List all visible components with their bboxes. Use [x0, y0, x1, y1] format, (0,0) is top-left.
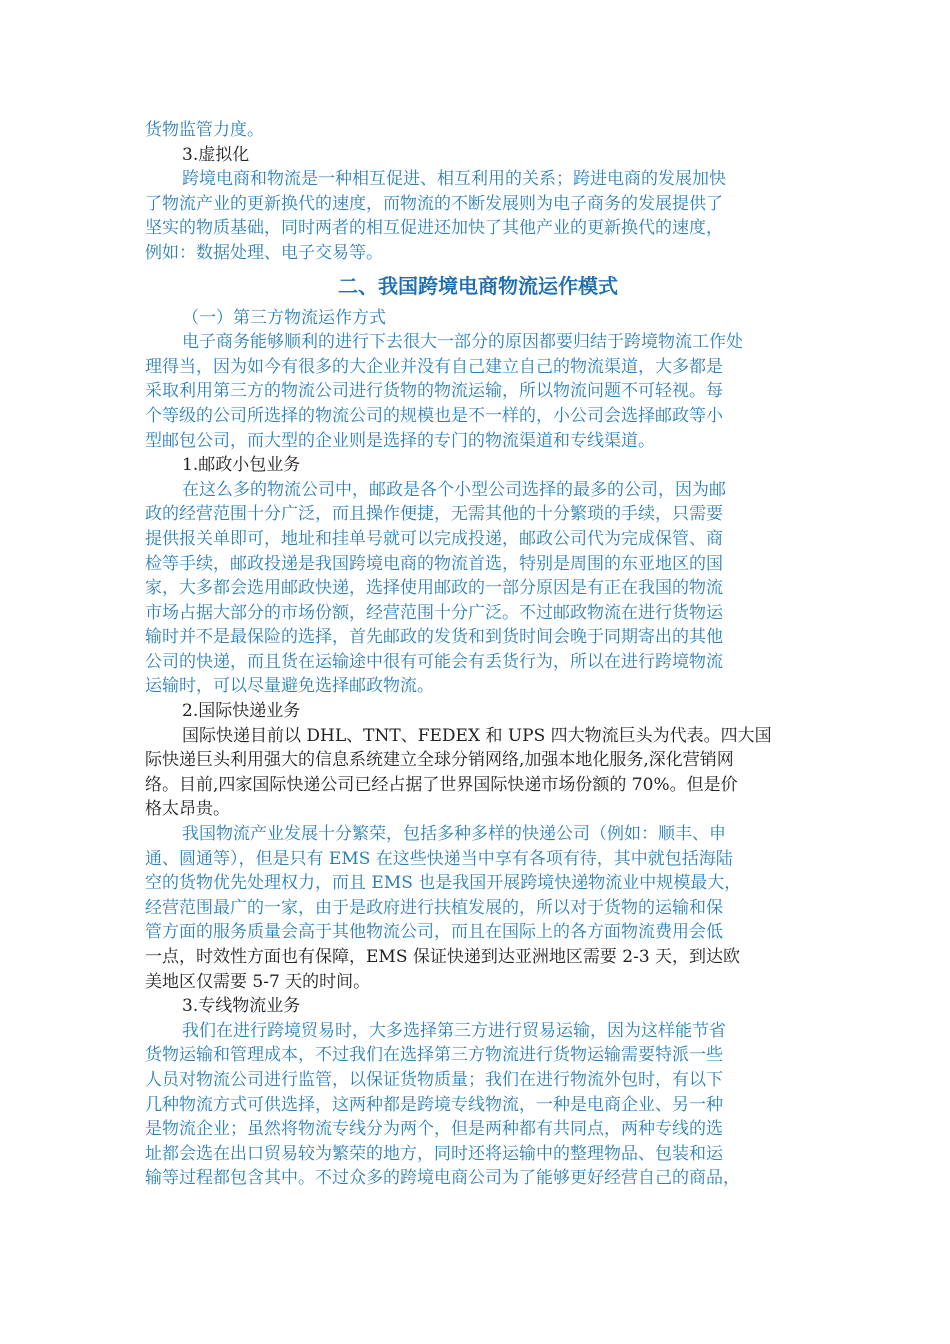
text-line: 通、圆通等），但是只有 EMS 在这些快递当中享有各项有待，其中就包括海陆 — [145, 848, 733, 869]
text-line: 例如：数据处理、电子交易等。 — [145, 242, 383, 263]
text-line: 检等手续，邮政投递是我国跨境电商的物流首选，特别是周围的东亚地区的国 — [145, 553, 723, 574]
text-line: 公司的快递，而且货在运输途中很有可能会有丢货行为，所以在进行跨境物流 — [145, 651, 723, 672]
text-line: 我们在进行跨境贸易时，大多选择第三方进行贸易运输，因为这样能节省 — [182, 1020, 726, 1041]
text-line: 坚实的物质基础，同时两者的相互促进还加快了其他产业的更新换代的速度， — [145, 218, 723, 239]
text-line: 型邮包公司，而大型的企业则是选择的专门的物流渠道和专线渠道。 — [145, 430, 655, 451]
text-line: 2.国际快递业务 — [182, 701, 301, 722]
text-line: 运输时，可以尽量避免选择邮政物流。 — [145, 676, 434, 697]
text-line: 格太昂贵。 — [145, 799, 230, 820]
text-line: 3.专线物流业务 — [182, 996, 301, 1017]
text-line: 市场占据大部分的市场份额，经营范围十分广泛。不过邮政物流在进行货物运 — [145, 602, 723, 623]
text-line: 个等级的公司所选择的物流公司的规模也是不一样的，小公司会选择邮政等小 — [145, 405, 723, 426]
text-line: 几种物流方式可供选择，这两种都是跨境专线物流，一种是电商企业、另一种 — [145, 1094, 723, 1115]
text-line: 货物监管力度。 — [145, 120, 264, 140]
text-line: 经营范围最广的一家，由于是政府进行扶植发展的，所以对于货物的运输和保 — [145, 897, 723, 918]
text-line: 国际快递目前以 DHL、TNT、FEDEX 和 UPS 四大物流巨头为代表。四大国 — [182, 725, 772, 746]
document-body — [145, 118, 811, 1191]
text-line: 美地区仅需要 5-7 天的时间。 — [145, 971, 371, 992]
text-line: 我国物流产业发展十分繁荣，包括多种多样的快递公司（例如：顺丰、申 — [182, 824, 726, 845]
text-line: 政的经营范围十分广泛，而且操作便捷，无需其他的十分繁琐的手续，只需要 — [145, 504, 723, 525]
text-line: 理得当，因为如今有很多的大企业并没有自己建立自己的物流渠道，大多都是 — [145, 356, 723, 377]
text-line: 址都会选在出口贸易较为繁荣的地方，同时还将运输中的整理物品、包装和运 — [145, 1143, 723, 1164]
text-line: 际快递巨头利用强大的信息系统建立全球分销网络,加强本地化服务,深化营销网 — [145, 750, 734, 771]
text-line: 3.虚拟化 — [182, 144, 250, 165]
text-line: 管方面的服务质量会高于其他物流公司，而且在国际上的各方面物流费用会低 — [145, 922, 723, 943]
text-line: 人员对物流公司进行监管，以保证货物质量；我们在进行物流外包时，有以下 — [145, 1069, 723, 1090]
text-line: 一点，时效性方面也有保障，EMS 保证快递到达亚洲地区需要 2-3 天，到达欧 — [145, 947, 741, 967]
text-line: 货物运输和管理成本，不过我们在选择第三方物流进行货物运输需要特派一些 — [145, 1045, 723, 1066]
text-line: 提供报关单即可，地址和挂单号就可以完成投递，邮政公司代为完成保管、商 — [145, 528, 723, 549]
text-line: 1.邮政小包业务 — [182, 455, 301, 476]
text-line: 输时并不是最保险的选择，首先邮政的发货和到货时间会晚于同期寄出的其他 — [145, 627, 723, 648]
text-line: 空的货物优先处理权力，而且 EMS 也是我国开展跨境快递物流业中规模最大， — [145, 873, 742, 894]
text-line: 电子商务能够顺利的进行下去很大一部分的原因都要归结于跨境物流工作处 — [182, 332, 743, 353]
text-line: 采取利用第三方的物流公司进行货物的物流运输，所以物流问题不可轻视。每 — [145, 381, 723, 402]
text-line: 了物流产业的更新换代的速度，而物流的不断发展则为电子商务的发展提供了 — [145, 193, 723, 214]
text-line: （一）第三方物流运作方式 — [182, 307, 386, 328]
text-line: 跨境电商和物流是一种相互促进、相互利用的关系；跨进电商的发展加快 — [182, 169, 726, 190]
text-line: 家，大多都会选用邮政快递，选择使用邮政的一部分原因是有正在我国的物流 — [145, 578, 723, 599]
text-line: 输等过程都包含其中。不过众多的跨境电商公司为了能够更好经营自己的商品， — [145, 1168, 740, 1189]
text-line: 在这么多的物流公司中，邮政是各个小型公司选择的最多的公司，因为邮 — [182, 479, 726, 500]
text-line: 络。目前,四家国际快递公司已经占据了世界国际快递市场份额的 70%。但是价 — [145, 774, 738, 795]
text-line: 是物流企业；虽然将物流专线分为两个，但是两种都有共同点，两种专线的选 — [145, 1119, 723, 1140]
section-heading: 二、我国跨境电商物流运作模式 — [338, 273, 618, 298]
